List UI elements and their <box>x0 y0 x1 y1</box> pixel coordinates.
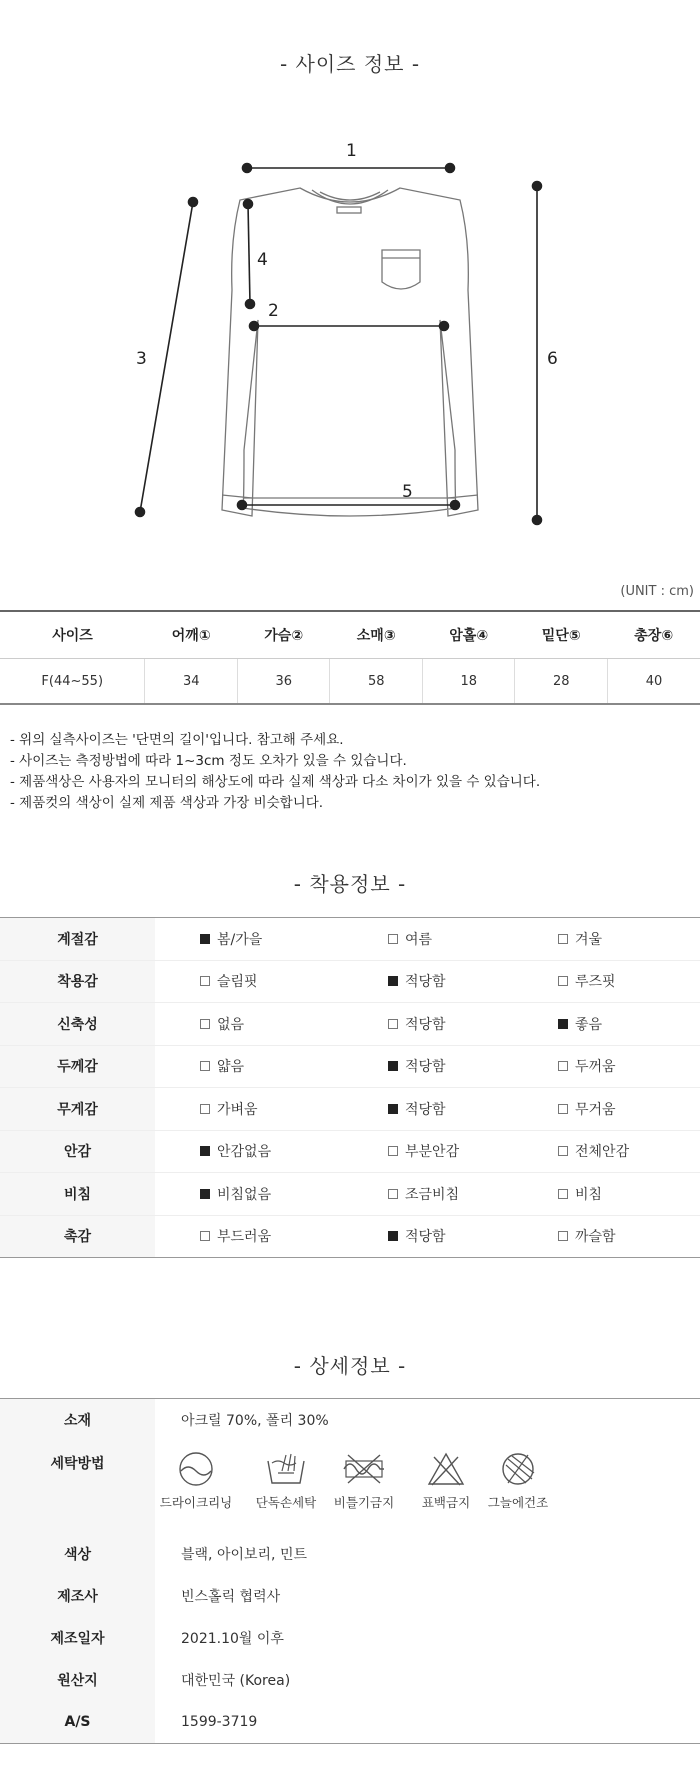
size-notes <box>10 730 540 814</box>
wear-option-label: 안감없음 <box>217 1144 272 1161</box>
checked-box-icon <box>388 1061 398 1071</box>
wear-option <box>388 971 446 991</box>
note-line: - 제품색상은 사용자의 모니터의 해상도에 따라 실제 색상과 다소 차이가 있을 수 있습니다. <box>10 774 541 790</box>
wear-option-label: 까슬함 <box>575 1229 616 1246</box>
wear-label: 신축성 <box>0 1003 155 1045</box>
wear-option-label: 전체안감 <box>575 1144 630 1161</box>
unchecked-box-icon <box>200 1019 210 1029</box>
wear-label: 비침 <box>0 1173 155 1215</box>
wash-item: 비틀기금지 <box>319 1451 409 1511</box>
label-1: 1 <box>346 141 357 161</box>
wear-option <box>200 1099 258 1119</box>
header-cell: 밑단⑤ <box>515 611 608 659</box>
wear-option <box>388 929 432 949</box>
wear-option-label: 적당함 <box>405 974 446 991</box>
wear-option-label: 가벼움 <box>217 1101 258 1118</box>
wear-option-label: 무거움 <box>575 1101 616 1118</box>
wear-option-label: 비침 <box>575 1186 603 1203</box>
header-cell: 사이즈 <box>0 611 145 659</box>
wear-option <box>200 1184 271 1204</box>
wear-option <box>558 1099 616 1119</box>
wear-option <box>200 1056 244 1076</box>
wear-option-label: 없음 <box>217 1016 245 1033</box>
detail-value: 아크릴 70%, 폴리 30% <box>181 1413 329 1429</box>
unchecked-box-icon <box>388 1146 398 1156</box>
wear-option <box>558 1141 629 1161</box>
wear-option <box>388 1056 446 1076</box>
label-6: 6 <box>547 349 558 369</box>
wear-option <box>200 971 258 991</box>
detail-row-material <box>0 1399 700 1441</box>
wear-row <box>0 918 700 961</box>
unchecked-box-icon <box>200 1061 210 1071</box>
label-2: 2 <box>268 301 279 321</box>
wear-option <box>388 1226 446 1246</box>
no-bleach-icon <box>426 1451 466 1487</box>
detail-row-maker <box>0 1575 700 1617</box>
wear-option-label: 부분안감 <box>405 1144 460 1161</box>
unchecked-box-icon <box>558 934 568 944</box>
wear-label: 착용감 <box>0 961 155 1003</box>
wear-option-label: 좋음 <box>575 1016 603 1033</box>
wash-item: 그늘에건조 <box>473 1451 563 1511</box>
wear-row <box>0 961 700 1004</box>
detail-label: 제조사 <box>0 1575 155 1617</box>
detail-row-date <box>0 1617 700 1659</box>
checked-box-icon <box>388 1104 398 1114</box>
unit-label: (UNIT : cm) <box>620 584 694 599</box>
wear-info-table <box>0 917 700 1258</box>
unchecked-box-icon <box>558 1231 568 1241</box>
wear-option-label: 적당함 <box>405 1059 446 1076</box>
checked-box-icon <box>388 1231 398 1241</box>
size-info-title: - 사이즈 정보 - <box>279 52 421 76</box>
wear-row <box>0 1131 700 1174</box>
no-wring-icon <box>340 1451 388 1487</box>
wear-row <box>0 1216 700 1258</box>
wear-option-label: 슬림핏 <box>217 974 258 991</box>
unchecked-box-icon <box>558 1061 568 1071</box>
unchecked-box-icon <box>558 1104 568 1114</box>
detail-label: 원산지 <box>0 1659 155 1701</box>
wear-label: 계절감 <box>0 918 155 960</box>
unchecked-box-icon <box>388 1189 398 1199</box>
note-line: - 사이즈는 측정방법에 따라 1~3cm 정도 오차가 있을 수 있습니다. <box>10 753 407 769</box>
detail-label: 세탁방법 <box>0 1441 155 1533</box>
wear-option <box>200 929 262 949</box>
wear-option-label: 적당함 <box>405 1101 446 1118</box>
wear-option-label: 겨울 <box>575 931 603 948</box>
dry-clean-icon <box>176 1451 216 1487</box>
wear-label: 안감 <box>0 1131 155 1173</box>
unchecked-box-icon <box>200 976 210 986</box>
note-line: - 위의 실측사이즈는 '단면의 길이'입니다. 참고해 주세요. <box>10 732 344 748</box>
header-cell: 어깨① <box>145 611 238 659</box>
wear-option <box>388 1184 459 1204</box>
table-cell: 34 <box>145 659 238 705</box>
checked-box-icon <box>388 976 398 986</box>
table-cell: 58 <box>330 659 423 705</box>
detail-value: 대한민국 (Korea) <box>181 1673 291 1689</box>
wear-option-label: 조금비침 <box>405 1186 460 1203</box>
unchecked-box-icon <box>558 976 568 986</box>
hand-wash-icon <box>264 1451 308 1487</box>
wear-option <box>558 1226 616 1246</box>
table-cell: 36 <box>237 659 330 705</box>
wear-label: 두께감 <box>0 1046 155 1088</box>
wear-option-label: 비침없음 <box>217 1186 272 1203</box>
detail-value: 2021.10월 이후 <box>181 1631 284 1647</box>
wear-option <box>388 1099 446 1119</box>
wear-option-label: 적당함 <box>405 1229 446 1246</box>
wear-option-label: 봄/가을 <box>217 931 263 948</box>
wear-option <box>388 1141 459 1161</box>
detail-label: A/S <box>0 1701 155 1743</box>
detail-row-wash <box>0 1441 700 1533</box>
wear-row <box>0 1173 700 1216</box>
checked-box-icon <box>200 1189 210 1199</box>
wear-option <box>200 1141 271 1161</box>
wash-item: 드라이크리닝 <box>151 1451 241 1511</box>
detail-value: 블랙, 아이보리, 민트 <box>181 1547 307 1563</box>
wash-item: 표백금지 <box>401 1451 491 1511</box>
unchecked-box-icon <box>558 1189 568 1199</box>
size-table <box>0 610 700 705</box>
wear-row <box>0 1088 700 1131</box>
table-cell: 18 <box>422 659 515 705</box>
wear-option <box>558 1184 602 1204</box>
wear-info-title: - 착용정보 - <box>293 872 407 896</box>
unchecked-box-icon <box>200 1104 210 1114</box>
header-cell: 가슴② <box>237 611 330 659</box>
unchecked-box-icon <box>200 1231 210 1241</box>
wear-row <box>0 1046 700 1089</box>
label-5: 5 <box>402 482 413 502</box>
wear-option-label: 두꺼움 <box>575 1059 616 1076</box>
detail-row-color <box>0 1533 700 1575</box>
wash-item: 단독손세탁 <box>241 1451 331 1511</box>
detail-info-title: - 상세정보 - <box>293 1354 407 1378</box>
detail-label: 소재 <box>0 1399 155 1441</box>
wear-option-label: 루즈핏 <box>575 974 616 991</box>
wear-option-label: 적당함 <box>405 1016 446 1033</box>
wear-option-label: 얇음 <box>217 1059 245 1076</box>
unchecked-box-icon <box>388 1019 398 1029</box>
wear-option-label: 부드러움 <box>217 1229 272 1246</box>
unchecked-box-icon <box>558 1146 568 1156</box>
detail-value: 빈스홀릭 협력사 <box>181 1589 281 1605</box>
table-row <box>0 659 700 705</box>
header-cell: 암홀④ <box>422 611 515 659</box>
detail-row-as <box>0 1701 700 1743</box>
wear-option <box>558 1056 616 1076</box>
table-cell: F(44~55) <box>0 659 145 705</box>
wear-option <box>558 1014 602 1034</box>
shade-dry-icon <box>498 1451 538 1487</box>
checked-box-icon <box>200 934 210 944</box>
wear-label: 촉감 <box>0 1216 155 1258</box>
table-cell: 28 <box>515 659 608 705</box>
detail-info-table <box>0 1398 700 1744</box>
wear-option <box>558 929 602 949</box>
detail-label: 색상 <box>0 1533 155 1575</box>
detail-label: 제조일자 <box>0 1617 155 1659</box>
checked-box-icon <box>558 1019 568 1029</box>
wear-row <box>0 1003 700 1046</box>
wear-option <box>200 1014 244 1034</box>
size-table-header <box>0 611 700 659</box>
label-4: 4 <box>257 250 268 270</box>
unchecked-box-icon <box>388 934 398 944</box>
wear-label: 무게감 <box>0 1088 155 1130</box>
table-cell: 40 <box>607 659 700 705</box>
detail-value: 1599-3719 <box>181 1714 258 1730</box>
wear-option <box>558 971 616 991</box>
detail-row-origin <box>0 1659 700 1701</box>
header-cell: 소매③ <box>330 611 423 659</box>
wear-option <box>200 1226 271 1246</box>
wear-option-label: 여름 <box>405 931 433 948</box>
checked-box-icon <box>200 1146 210 1156</box>
wash-icons <box>155 1441 700 1533</box>
header-cell: 총장⑥ <box>607 611 700 659</box>
sweater-diagram <box>0 120 700 540</box>
note-line: - 제품컷의 색상이 실제 제품 색상과 가장 비슷합니다. <box>10 795 324 811</box>
wear-option <box>388 1014 446 1034</box>
label-3: 3 <box>136 349 147 369</box>
